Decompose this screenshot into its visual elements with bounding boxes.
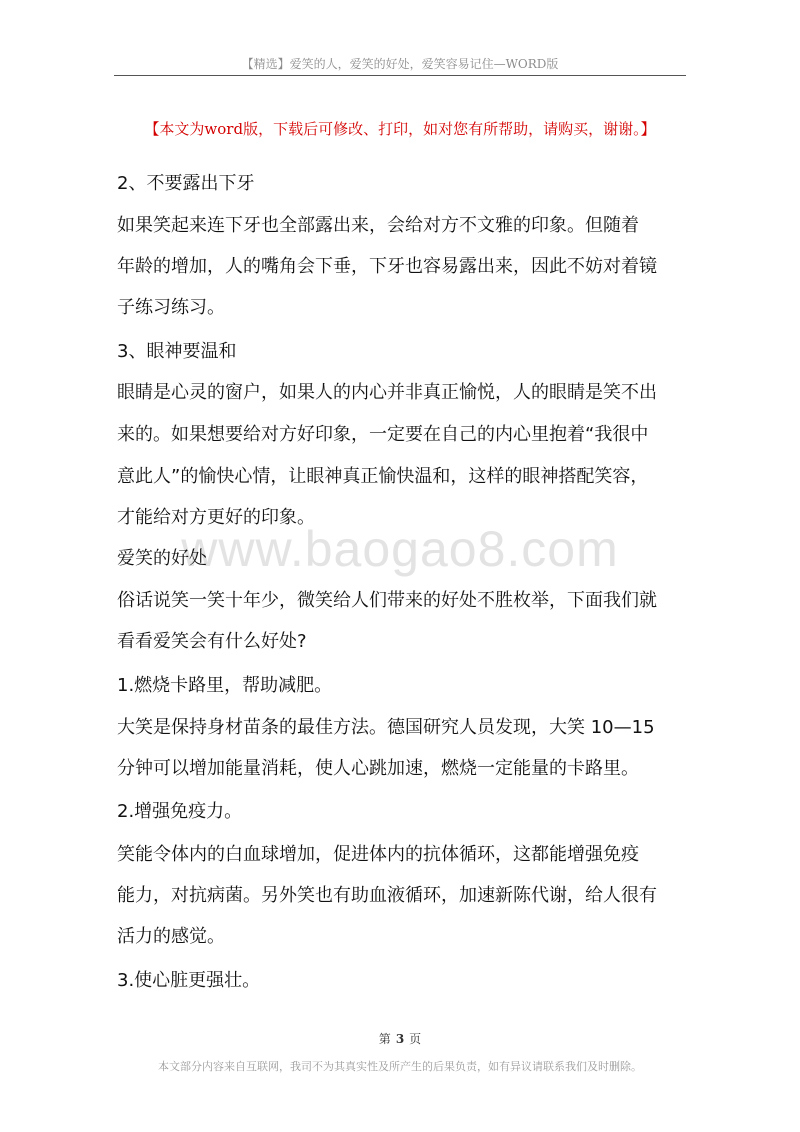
header-divider	[114, 75, 686, 76]
benefit-heading-3: 3.使心脏更强壮。	[117, 970, 261, 991]
footer-disclaimer: 本文部分内容来自互联网，我司不为其真实性及所产生的后果负责，如有异议请联系我们及时删除。	[158, 1060, 642, 1073]
benefit-heading-1: 1.燃烧卡路里，帮助减肥。	[117, 675, 333, 696]
body-line: 大笑是保持身材苗条的最佳方法。德国研究人员发现，大笑 10—15	[117, 717, 655, 738]
body-line: 意此人”的愉快心情，让眼神真正愉快温和，这样的眼神搭配笑容，	[117, 466, 649, 487]
body-line: 年龄的增加，人的嘴角会下垂，下牙也容易露出来，因此不妨对着镜	[117, 256, 657, 277]
body-line: 如果笑起来连下牙也全部露出来，会给对方不文雅的印象。但随着	[117, 215, 639, 236]
body-line: 能力，对抗病菌。另外笑也有助血液循环，加速新陈代谢，给人很有	[117, 885, 657, 906]
body-line: 俗话说笑一笑十年少，微笑给人们带来的好处不胜枚举，下面我们就	[117, 590, 657, 611]
section-heading-3: 3、眼神要温和	[117, 341, 237, 362]
body-line: 笑能令体内的白血球增加，促进体内的抗体循环，这都能增强免疫	[117, 844, 639, 865]
page-header-title: 【精选】爱笑的人，爱笑的好处，爱笑容易记住—WORD版	[241, 57, 559, 71]
page-number-suffix: 页	[409, 1032, 422, 1046]
body-line: 来的。如果想要给对方好印象，一定要在自己的内心里抱着“我很中	[117, 424, 649, 445]
body-line: 看看爱笑会有什么好处?	[117, 631, 307, 652]
body-line: 子练习练习。	[117, 297, 225, 318]
section-heading-benefits: 爱笑的好处	[117, 548, 207, 569]
page-number	[0, 1030, 800, 1047]
benefit-heading-2: 2.增强免疫力。	[117, 801, 243, 822]
body-line: 才能给对方更好的印象。	[117, 507, 315, 528]
body-line: 眼睛是心灵的窗户，如果人的内心并非真正愉悦，人的眼睛是笑不出	[117, 382, 657, 403]
page-number-prefix: 第	[378, 1032, 391, 1046]
body-line: 分钟可以增加能量消耗，使人心跳加速，燃烧一定能量的卡路里。	[117, 758, 639, 779]
body-line: 活力的感觉。	[117, 926, 225, 947]
site-watermark: www.baogao8.com	[181, 521, 619, 577]
word-version-notice: 【本文为word版，下载后可修改、打印，如对您有所帮助，请购买，谢谢。】	[144, 120, 656, 138]
section-heading-2: 2、不要露出下牙	[117, 173, 255, 194]
page-number-value: 3	[395, 1032, 405, 1046]
